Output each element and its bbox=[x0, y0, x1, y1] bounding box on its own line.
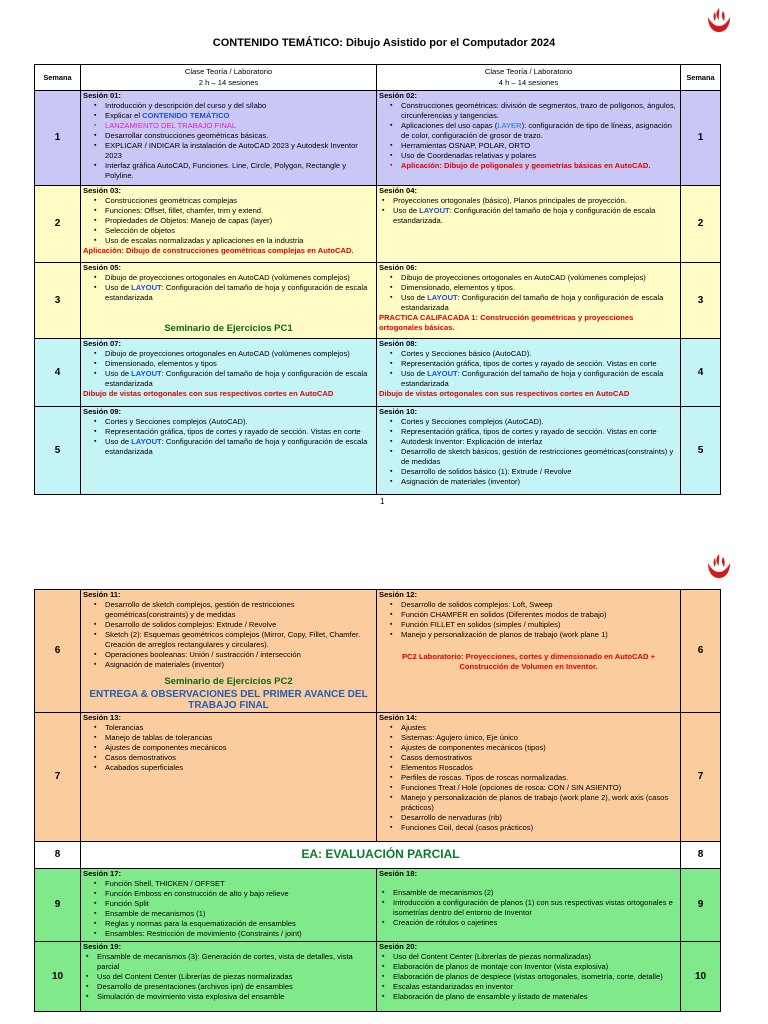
graded-practice-note: PRACTICA CALIFACADA 1: Construcción geométricas y proyecciones ortogonales básicas. bbox=[379, 313, 634, 333]
list-item: ▪ Manejo y personalización de planos de trabajo (work plane 1) bbox=[401, 630, 678, 640]
session-title: Sesión 03: bbox=[83, 186, 121, 195]
list-item: ▪ Ensambles: Restricción de movimiento (Constraints / joint) bbox=[105, 929, 374, 939]
table-header-row bbox=[35, 65, 721, 91]
application-note: Dibujo de vistas ortogonales con sus respectivos cortes en AutoCAD bbox=[379, 389, 630, 399]
list-item: ▪ Asignación de materiales (inventor) bbox=[105, 660, 374, 670]
session-cell-10 bbox=[377, 407, 681, 495]
list-item: ▪ Desarrollo de nervaduras (rib) bbox=[401, 813, 678, 823]
list-item: ▪ Desarrollar construcciones geométricas básicas. bbox=[105, 131, 374, 141]
list-item: ▪ Elaboración de plano de ensamble y listado de materiales bbox=[393, 992, 678, 1002]
list-item: ▪ Aplicación: Dibujo de poligonales y geometrías básicas en AutoCAD. bbox=[401, 161, 678, 171]
week-row-7 bbox=[35, 712, 721, 841]
week-row-10 bbox=[35, 941, 721, 1011]
seminar-pc2: Seminario de Ejercicios PC2 bbox=[164, 676, 293, 688]
list-item: ▪ Creación de rótulos o cajetines bbox=[393, 918, 678, 928]
list-item: ▪ Desarrollo de sketch complejos, gestión de restricciones geométricas(constraints) y de medidas bbox=[105, 600, 374, 620]
list-item: ▪ Cortes y Secciones complejos (AutoCAD). bbox=[401, 417, 678, 427]
session-cell-09 bbox=[81, 407, 377, 495]
list-item: ▪ Dibujo de proyecciones ortogonales en AutoCAD (volúmenes complejos) bbox=[105, 273, 374, 283]
week-number: 8 bbox=[681, 841, 721, 868]
list-item: ▪ Función CHAMFER en solidos (Diferentes modos de trabajo) bbox=[401, 610, 678, 620]
list-item: ▪ Ensamble de mecanismos (1) bbox=[105, 909, 374, 919]
list-item: ▪ Cortes y Secciones básico (AutoCAD). bbox=[401, 349, 678, 359]
list-item: ▪ Uso del Content Center (Librerías de piezas normalizadas) bbox=[393, 952, 678, 962]
list-item: ▪ Interfaz gráfica AutoCAD, Funciones. Line, Circle, Polygon, Rectangle y Polyline. bbox=[105, 161, 374, 181]
header-col2: Clase Teoría / Laboratorio 4 h – 14 sesiones bbox=[377, 65, 681, 91]
document-page-2 bbox=[0, 560, 768, 1024]
list-item: ▪ Función Shell, THICKEN / OFFSET bbox=[105, 879, 374, 889]
session-cell-07 bbox=[81, 339, 377, 407]
list-item: ▪ Funciones: Offset, fillet, chamfer, trim y extend. bbox=[105, 206, 374, 216]
list-item: ▪ Asignación de materiales (inventor) bbox=[401, 477, 678, 487]
list-item: ▪ Representación gráfica, tipos de cortes y rayado de sección. Vistas en corte bbox=[401, 359, 678, 369]
session-title: Sesión 12: bbox=[379, 590, 417, 599]
list-item: ▪ Uso de LAYOUT: Configuración del tamaño de hoja y configuración de escala estandarizada bbox=[401, 293, 678, 313]
list-item: ▪ Desarrollo de solidos básico (1): Extrude / Revolve bbox=[401, 467, 678, 477]
list-item: ▪ Aplicaciones del uso capas (LAYER): configuración de tipo de líneas, asignación de color, configuración de grosor de trazo. bbox=[401, 121, 678, 141]
session-cell-06 bbox=[377, 263, 681, 339]
list-item: ▪ Perfiles de roscas. Tipos de roscas normalizadas. bbox=[401, 773, 678, 783]
list-item: ▪ Desarrollo de solidos complejos: Loft, Sweep bbox=[401, 600, 678, 610]
week-number: 9 bbox=[35, 868, 81, 941]
list-item: ▪ Propiedades de Objetos: Manejo de capas (layer) bbox=[105, 216, 374, 226]
session-cell-01 bbox=[81, 91, 377, 186]
list-item: ▪ Elementos Roscados bbox=[401, 763, 678, 773]
list-item: ▪ Reglas y normas para la esquematización de ensambles bbox=[105, 919, 374, 929]
session-title: Sesión 19: bbox=[83, 941, 121, 951]
week-row-5 bbox=[35, 407, 721, 495]
page-number: 1 bbox=[380, 497, 385, 506]
list-item: ▪ Sistemas: Agujero único, Eje único bbox=[401, 733, 678, 743]
list-item: ▪ Construcciones geométricas: división de segmentos, trazo de polígonos, ángulos, circunferencias y tangencias. bbox=[401, 101, 678, 121]
list-item: ▪ Desarrollo de presentaciones (archivos ipn) de ensambles bbox=[97, 982, 374, 992]
list-item: ▪ Funciones Coil, decal (casos prácticos) bbox=[401, 823, 678, 833]
list-item: ▪ Función FILLET en solidos (simples / multiples) bbox=[401, 620, 678, 630]
session-cell-11 bbox=[81, 590, 377, 713]
seminar-pc1: Seminario de Ejercicios PC1 bbox=[164, 323, 293, 335]
week-number: 2 bbox=[35, 186, 81, 263]
week-row-3 bbox=[35, 263, 721, 339]
list-item: ▪ Uso de LAYOUT: Configuración del tamaño de hoja y configuración de escala estandarizada bbox=[105, 437, 374, 457]
list-item: ▪ Ensamble de mecanismos (3): Generación de cortes, vista de detalles, vista parcial bbox=[97, 952, 374, 972]
session-cell-19 bbox=[81, 941, 377, 1011]
week-row-2 bbox=[35, 186, 721, 263]
list-item: ▪ Manejo de tablas de tolerancias bbox=[105, 733, 374, 743]
list-item: ▪ Representación gráfica, tipos de cortes y rayado de sección. Vistas en corte bbox=[105, 427, 374, 437]
session-title: Sesión 17: bbox=[83, 868, 121, 878]
week-number: 4 bbox=[35, 339, 81, 407]
list-item: ▪ Proyecciones ortogonales (básico), Planos principales de proyección. bbox=[393, 196, 678, 206]
week-number: 1 bbox=[681, 91, 721, 186]
header-col1: Clase Teoría / Laboratorio 2 h – 14 sesiones bbox=[81, 65, 377, 91]
week-number: 6 bbox=[35, 590, 81, 713]
list-item: ▪ Herramientas OSNAP, POLAR, ORTO bbox=[401, 141, 678, 151]
week-number: 5 bbox=[681, 407, 721, 495]
list-item: ▪ Función Split bbox=[105, 899, 374, 909]
session-title: Sesión 20: bbox=[379, 941, 417, 951]
session-title: Sesión 02: bbox=[379, 91, 417, 100]
session-title: Sesión 05: bbox=[83, 263, 121, 272]
list-item: ▪ Función Emboss en construcción de alto y bajo relieve bbox=[105, 889, 374, 899]
week-row-4 bbox=[35, 339, 721, 407]
list-item: ▪ Manejo y personalización de planos de trabajo (work plane 2), work axis (casos prácticos) bbox=[401, 793, 678, 813]
list-item: ▪ EXPLICAR / INDICAR la instalación de AutoCAD 2023 y Autodesk Inventor 2023 bbox=[105, 141, 374, 161]
list-item: ▪ Explicar el CONTENIDO TEMÁTICO bbox=[105, 111, 374, 121]
upc-logo-icon bbox=[705, 6, 733, 34]
list-item: ▪ Uso del Content Center (Librerías de piezas normalizadas bbox=[97, 972, 374, 982]
upc-logo-icon bbox=[705, 552, 733, 580]
list-item: ▪ Dibujo de proyecciones ortogonales en AutoCAD (volúmenes complejos) bbox=[105, 349, 374, 359]
list-item: ▪ Desarrollo de solidos complejos: Extrude / Revolve bbox=[105, 620, 374, 630]
session-cell-02 bbox=[377, 91, 681, 186]
week-number: 10 bbox=[681, 941, 721, 1011]
list-item: ▪ Desarrollo de sketch básicos, gestión de restricciones geométricas(constraints) y de medidas bbox=[401, 447, 678, 467]
list-item: ▪ Introducción a configuración de planos (1) con sus respectivas vistas ortogonales e isometrías dentro del entorno de Inventor bbox=[393, 898, 678, 918]
session-cell-03 bbox=[81, 186, 377, 263]
session-title: Sesión 07: bbox=[83, 339, 121, 348]
list-item: ▪ Acabados superficiales bbox=[105, 763, 374, 773]
application-note: Dibujo de vistas ortogonales con sus respectivos cortes en AutoCAD bbox=[83, 389, 334, 399]
week-number: 7 bbox=[681, 712, 721, 841]
week-number: 6 bbox=[681, 590, 721, 713]
header-semana-right: Semana bbox=[681, 65, 721, 91]
list-item: ▪ Dibujo de proyecciones ortogonales en AutoCAD (volúmenes complejos) bbox=[401, 273, 678, 283]
list-item: ▪ Ajustes bbox=[401, 723, 678, 733]
week-row-1 bbox=[35, 91, 721, 186]
list-item: ▪ Sketch (2): Esquemas geométricos complejos (Mirror, Copy, Fillet, Chamfer. Creación de arreglos rectangulares y circulares). bbox=[105, 630, 374, 650]
list-item: ▪ Elaboración de planos de despiece (vistas ortogonales, isometría, corte, detalle) bbox=[393, 972, 678, 982]
list-item: ▪ Escalas estandarizadas en inventor bbox=[393, 982, 678, 992]
session-title: Sesión 08: bbox=[379, 339, 417, 348]
list-item: ▪ Uso de escalas normalizadas y aplicaciones en la industria bbox=[105, 236, 374, 246]
list-item: ▪ LANZAMIENTO DEL TRABAJO FINAL bbox=[105, 121, 374, 131]
list-item: ▪ Autodesk Inventor: Explicación de interfaz bbox=[401, 437, 678, 447]
first-delivery-note: ENTREGA & OBSERVACIONES DEL PRIMER AVANCE DEL TRABAJO FINAL bbox=[89, 688, 368, 712]
session-cell-08 bbox=[377, 339, 681, 407]
week-number: 3 bbox=[681, 263, 721, 339]
list-item: ▪ Casos demostrativos bbox=[401, 753, 678, 763]
list-item: ▪ Dimensionado, elementos y tipos bbox=[105, 359, 374, 369]
session-title: Sesión 18: bbox=[379, 868, 417, 878]
week-number: 9 bbox=[681, 868, 721, 941]
list-item: ▪ Elaboración de planos de montaje con Inventor (vista explosiva) bbox=[393, 962, 678, 972]
list-item: ▪ Uso de LAYOUT: Configuración del tamaño de hoja y configuración de escala estandarizada bbox=[105, 283, 374, 303]
list-item: ▪ Uso de Coordenadas relativas y polares bbox=[401, 151, 678, 161]
session-cell-20 bbox=[377, 941, 681, 1011]
list-item: ▪ Uso de LAYOUT: Configuración del tamaño de hoja y configuración de escala estandarizada bbox=[105, 369, 374, 389]
week-number: 2 bbox=[681, 186, 721, 263]
session-title: Sesión 04: bbox=[379, 186, 417, 195]
list-item: ▪ Construcciones geométricas complejas bbox=[105, 196, 374, 206]
session-cell-12 bbox=[377, 590, 681, 713]
list-item: ▪ Ajustes de componentes mecánicos bbox=[105, 743, 374, 753]
list-item: ▪ Operaciones booleanas: Unión / sustracción / intersección bbox=[105, 650, 374, 660]
midterm-exam-label: EA: EVALUACIÓN PARCIAL bbox=[81, 841, 681, 868]
syllabus-table-1 bbox=[34, 64, 721, 495]
week-number: 1 bbox=[35, 91, 81, 186]
week-row-9 bbox=[35, 868, 721, 941]
week-number: 8 bbox=[35, 841, 81, 868]
week-number: 5 bbox=[35, 407, 81, 495]
session-title: Sesión 14: bbox=[379, 712, 417, 722]
week-number: 10 bbox=[35, 941, 81, 1011]
session-cell-18 bbox=[377, 868, 681, 941]
list-item: ▪ Casos demostrativos bbox=[105, 753, 374, 763]
session-title: Sesión 13: bbox=[83, 712, 121, 722]
session-cell-04 bbox=[377, 186, 681, 263]
week-row-8 bbox=[35, 841, 721, 868]
list-item: ▪ Cortes y Secciones complejos (AutoCAD). bbox=[105, 417, 374, 427]
list-item: ▪ Simulación de movimiento vista explosiva del ensamble bbox=[97, 992, 374, 1002]
list-item: ▪ Uso de LAYOUT: Configuración del tamaño de hoja y configuración de escala estandarizada. bbox=[393, 206, 678, 226]
list-item: ▪ Selección de objetos bbox=[105, 226, 374, 236]
list-item: ▪ Funciones Treat / Hole (opciones de rosca: CON / SIN ASIENTO) bbox=[401, 783, 678, 793]
session-title: Sesión 01: bbox=[83, 91, 121, 100]
week-row-6 bbox=[35, 590, 721, 713]
week-number: 3 bbox=[35, 263, 81, 339]
list-item: ▪ Tolerancias bbox=[105, 723, 374, 733]
week-number: 7 bbox=[35, 712, 81, 841]
application-note: Aplicación: Dibujo de construcciones geométricas complejas en AutoCAD. bbox=[83, 246, 354, 256]
list-item: ▪ Ensamble de mecanismos (2) bbox=[393, 888, 678, 898]
session-title: Sesión 11: bbox=[83, 590, 121, 599]
session-title: Sesión 06: bbox=[379, 263, 417, 272]
list-item: ▪ Representación gráfica, tipos de cortes y rayado de sección. Vistas en corte bbox=[401, 427, 678, 437]
session-cell-17 bbox=[81, 868, 377, 941]
pc2-lab-note: PC2 Laboratorio: Proyecciones, cortes y dimensionado en AutoCAD + Construcción de Volumen en Inventor. bbox=[401, 652, 656, 672]
list-item: ▪ Ajustes de componentes mecánicos (tipos) bbox=[401, 743, 678, 753]
session-cell-05 bbox=[81, 263, 377, 339]
document-title: CONTENIDO TEMÁTICO: Dibujo Asistido por el Computador 2024 bbox=[212, 37, 556, 49]
list-item: ▪ Dimensionado, elementos y tipos. bbox=[401, 283, 678, 293]
session-title: Sesión 10: bbox=[379, 407, 417, 416]
session-title: Sesión 09: bbox=[83, 407, 121, 416]
session-cell-14 bbox=[377, 712, 681, 841]
session-cell-13 bbox=[81, 712, 377, 841]
syllabus-table-2 bbox=[34, 589, 721, 1012]
header-semana-left: Semana bbox=[35, 65, 81, 91]
list-item: ▪ Uso de LAYOUT: Configuración del tamaño de hoja y configuración de escala estandarizada bbox=[401, 369, 678, 389]
list-item: ▪ Introducción y descripción del curso y del sílabo bbox=[105, 101, 374, 111]
week-number: 4 bbox=[681, 339, 721, 407]
